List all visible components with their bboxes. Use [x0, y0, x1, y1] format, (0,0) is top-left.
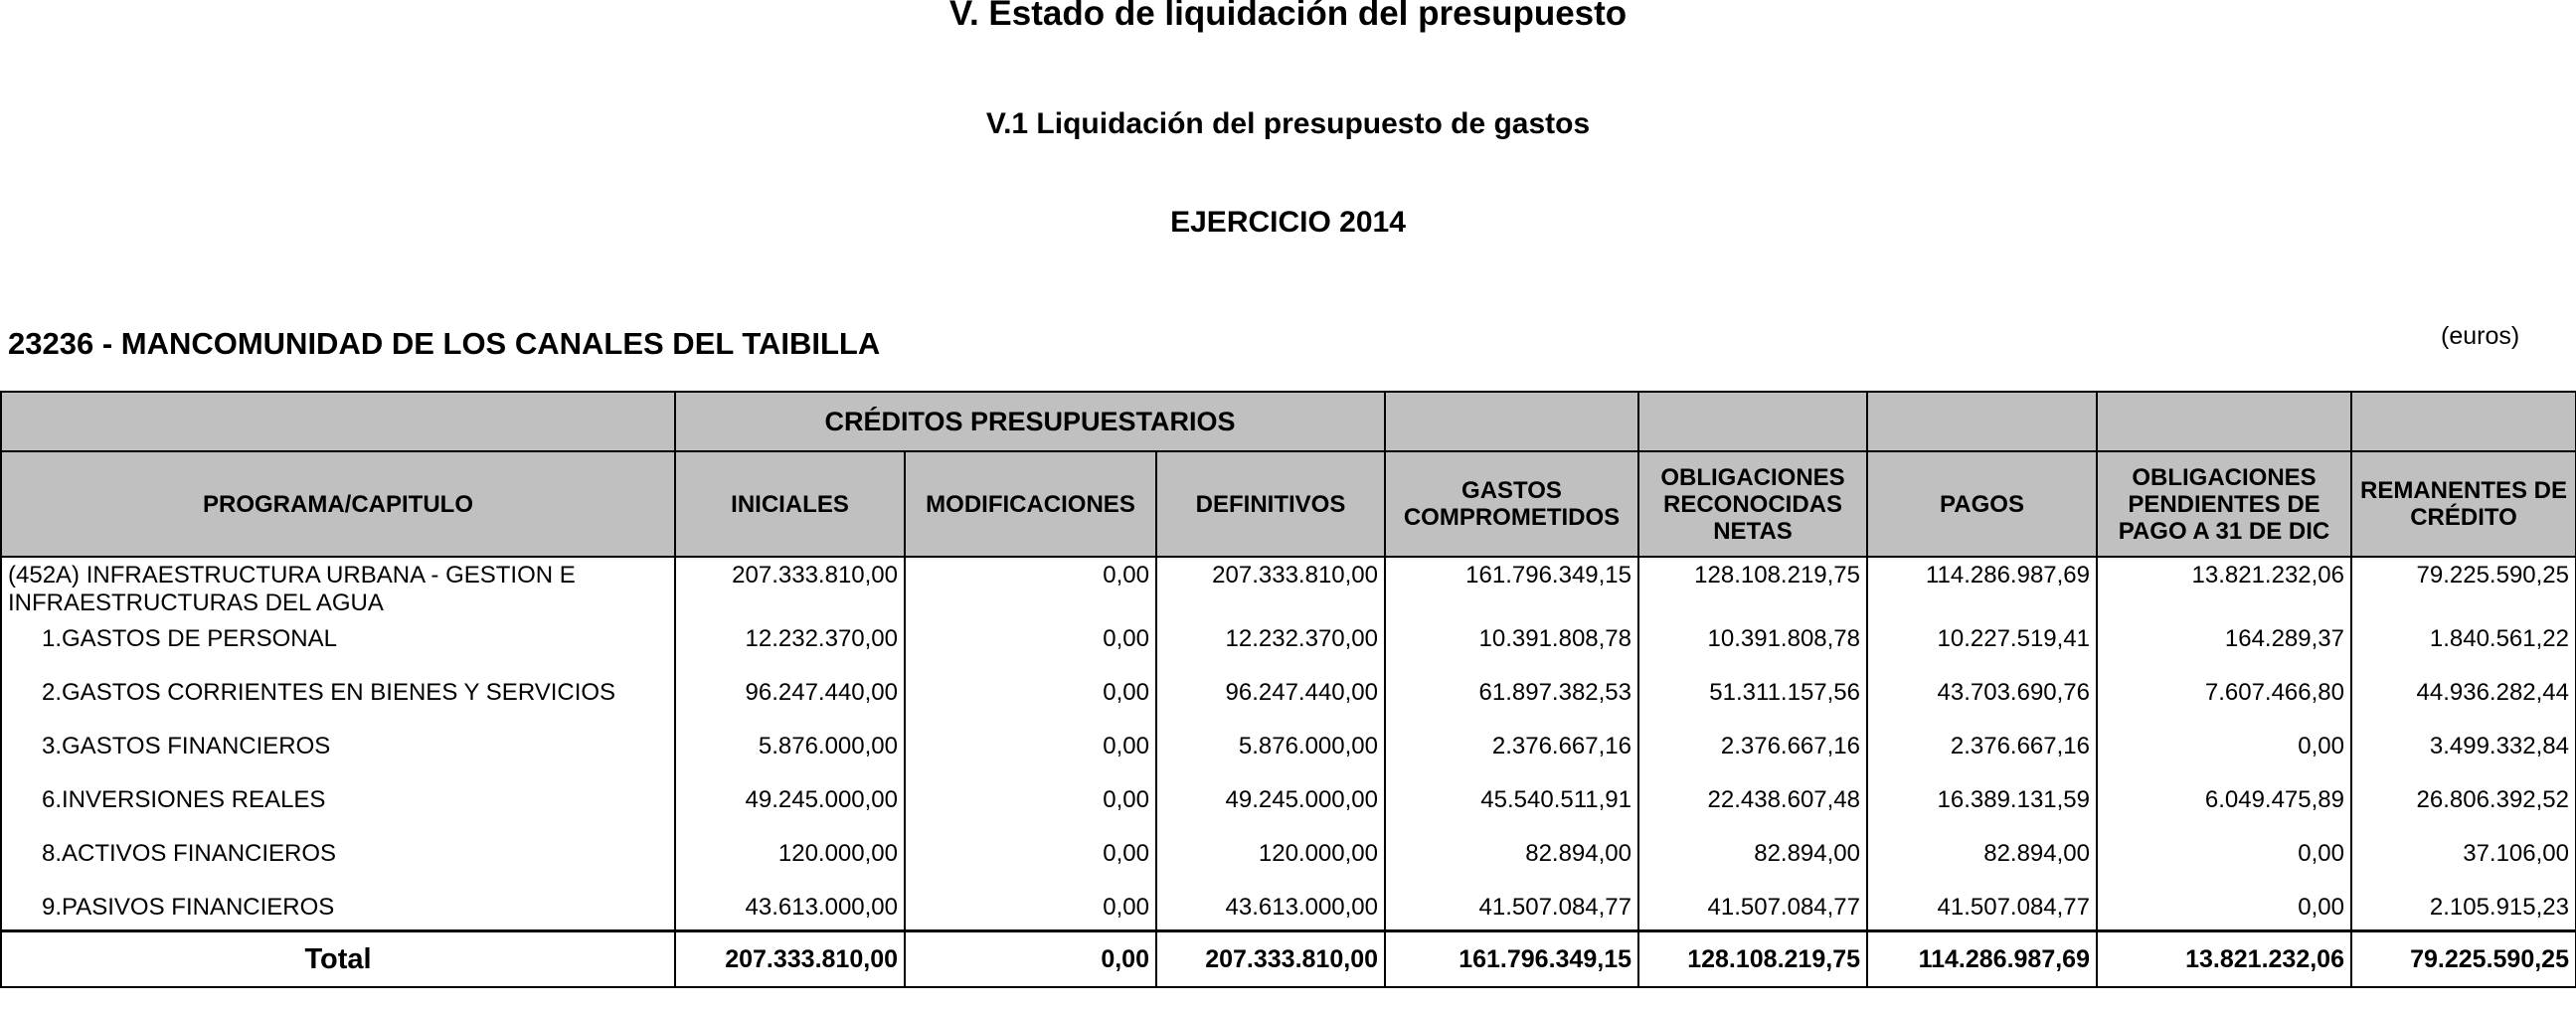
value-cell: 49.245.000,00	[675, 782, 905, 836]
value-cell: 0,00	[2097, 836, 2351, 890]
value-cell: 41.507.084,77	[1385, 890, 1638, 931]
value-cell: 37.106,00	[2351, 836, 2576, 890]
value-cell: 82.894,00	[1638, 836, 1867, 890]
value-cell: 12.232.370,00	[675, 621, 905, 675]
value-cell: 10.391.808,78	[1385, 621, 1638, 675]
header-spacer	[1385, 392, 1638, 451]
value-cell: 82.894,00	[1385, 836, 1638, 890]
value-cell: 0,00	[905, 890, 1156, 931]
value-cell: 61.897.382,53	[1385, 675, 1638, 729]
value-cell: 45.540.511,91	[1385, 782, 1638, 836]
value-cell: 2.105.915,23	[2351, 890, 2576, 931]
value-cell: 96.247.440,00	[1156, 675, 1385, 729]
column-header: OBLIGACIONES PENDIENTES DE PAGO A 31 DE DIC	[2097, 451, 2351, 557]
value-cell: 26.806.392,52	[2351, 782, 2576, 836]
header-spacer	[1638, 392, 1867, 451]
value-cell: 79.225.590,25	[2351, 557, 2576, 621]
value-cell: 43.613.000,00	[1156, 890, 1385, 931]
value-cell: 207.333.810,00	[1156, 557, 1385, 621]
program-row	[1, 557, 2576, 621]
budget-liquidation-table	[0, 391, 2576, 988]
value-cell: 164.289,37	[2097, 621, 2351, 675]
value-cell: 12.232.370,00	[1156, 621, 1385, 675]
row-label: (452A) INFRAESTRUCTURA URBANA - GESTION E INFRAESTRUCTURAS DEL AGUA	[1, 557, 675, 621]
value-cell: 120.000,00	[675, 836, 905, 890]
header-spacer	[2097, 392, 2351, 451]
value-cell: 13.821.232,06	[2097, 557, 2351, 621]
value-cell: 2.376.667,16	[1867, 729, 2097, 782]
value-cell: 114.286.987,69	[1867, 557, 2097, 621]
value-cell: 51.311.157,56	[1638, 675, 1867, 729]
total-row	[1, 931, 2576, 988]
value-cell: 0,00	[905, 836, 1156, 890]
value-cell: 0,00	[905, 729, 1156, 782]
row-label: 8.ACTIVOS FINANCIEROS	[1, 836, 675, 890]
chapter-row	[1, 729, 2576, 782]
total-cell: 0,00	[905, 931, 1156, 988]
fiscal-year-heading: EJERCICIO 2014	[1170, 206, 1406, 239]
value-cell: 16.389.131,59	[1867, 782, 2097, 836]
chapter-row	[1, 675, 2576, 729]
page-title: V. Estado de liquidación del presupuesto	[948, 0, 1628, 33]
value-cell: 0,00	[905, 782, 1156, 836]
total-cell: 114.286.987,69	[1867, 931, 2097, 988]
value-cell: 120.000,00	[1156, 836, 1385, 890]
value-cell: 96.247.440,00	[675, 675, 905, 729]
column-header: PROGRAMA/CAPITULO	[1, 451, 675, 557]
value-cell: 6.049.475,89	[2097, 782, 2351, 836]
column-header: REMANENTES DE CRÉDITO	[2351, 451, 2576, 557]
value-cell: 128.108.219,75	[1638, 557, 1867, 621]
chapter-row	[1, 890, 2576, 931]
chapter-row	[1, 621, 2576, 675]
total-cell: 128.108.219,75	[1638, 931, 1867, 988]
value-cell: 0,00	[2097, 890, 2351, 931]
value-cell: 207.333.810,00	[675, 557, 905, 621]
value-cell: 5.876.000,00	[1156, 729, 1385, 782]
value-cell: 10.227.519,41	[1867, 621, 2097, 675]
value-cell: 1.840.561,22	[2351, 621, 2576, 675]
value-cell: 0,00	[2097, 729, 2351, 782]
value-cell: 0,00	[905, 621, 1156, 675]
value-cell: 43.613.000,00	[675, 890, 905, 931]
column-header: MODIFICACIONES	[905, 451, 1156, 557]
chapter-row	[1, 836, 2576, 890]
value-cell: 3.499.332,84	[2351, 729, 2576, 782]
group-header-creditos: CRÉDITOS PRESUPUESTARIOS	[675, 392, 1385, 451]
row-label: 1.GASTOS DE PERSONAL	[1, 621, 675, 675]
value-cell: 2.376.667,16	[1638, 729, 1867, 782]
column-header: DEFINITIVOS	[1156, 451, 1385, 557]
value-cell: 10.391.808,78	[1638, 621, 1867, 675]
value-cell: 161.796.349,15	[1385, 557, 1638, 621]
total-cell: 207.333.810,00	[675, 931, 905, 988]
row-label: 6.INVERSIONES REALES	[1, 782, 675, 836]
value-cell: 41.507.084,77	[1638, 890, 1867, 931]
value-cell: 43.703.690,76	[1867, 675, 2097, 729]
column-header: OBLIGACIONES RECONOCIDAS NETAS	[1638, 451, 1867, 557]
entity-name: 23236 - MANCOMUNIDAD DE LOS CANALES DEL TAIBILLA	[8, 326, 881, 361]
row-label: 3.GASTOS FINANCIEROS	[1, 729, 675, 782]
value-cell: 7.607.466,80	[2097, 675, 2351, 729]
value-cell: 49.245.000,00	[1156, 782, 1385, 836]
value-cell: 44.936.282,44	[2351, 675, 2576, 729]
header-spacer	[1, 392, 675, 451]
column-header: INICIALES	[675, 451, 905, 557]
column-header: PAGOS	[1867, 451, 2097, 557]
column-header: GASTOS COMPROMETIDOS	[1385, 451, 1638, 557]
total-cell: 161.796.349,15	[1385, 931, 1638, 988]
value-cell: 0,00	[905, 675, 1156, 729]
total-cell: 13.821.232,06	[2097, 931, 2351, 988]
currency-unit: (euros)	[2441, 322, 2520, 350]
header-spacer	[1867, 392, 2097, 451]
value-cell: 2.376.667,16	[1385, 729, 1638, 782]
chapter-row	[1, 782, 2576, 836]
total-label: Total	[1, 931, 675, 988]
value-cell: 0,00	[905, 557, 1156, 621]
row-label: 2.GASTOS CORRIENTES EN BIENES Y SERVICIOS	[1, 675, 675, 729]
total-cell: 207.333.810,00	[1156, 931, 1385, 988]
total-cell: 79.225.590,25	[2351, 931, 2576, 988]
page-subtitle: V.1 Liquidación del presupuesto de gastos	[985, 107, 1591, 140]
row-label: 9.PASIVOS FINANCIEROS	[1, 890, 675, 931]
value-cell: 82.894,00	[1867, 836, 2097, 890]
value-cell: 22.438.607,48	[1638, 782, 1867, 836]
value-cell: 41.507.084,77	[1867, 890, 2097, 931]
header-spacer	[2351, 392, 2576, 451]
value-cell: 5.876.000,00	[675, 729, 905, 782]
